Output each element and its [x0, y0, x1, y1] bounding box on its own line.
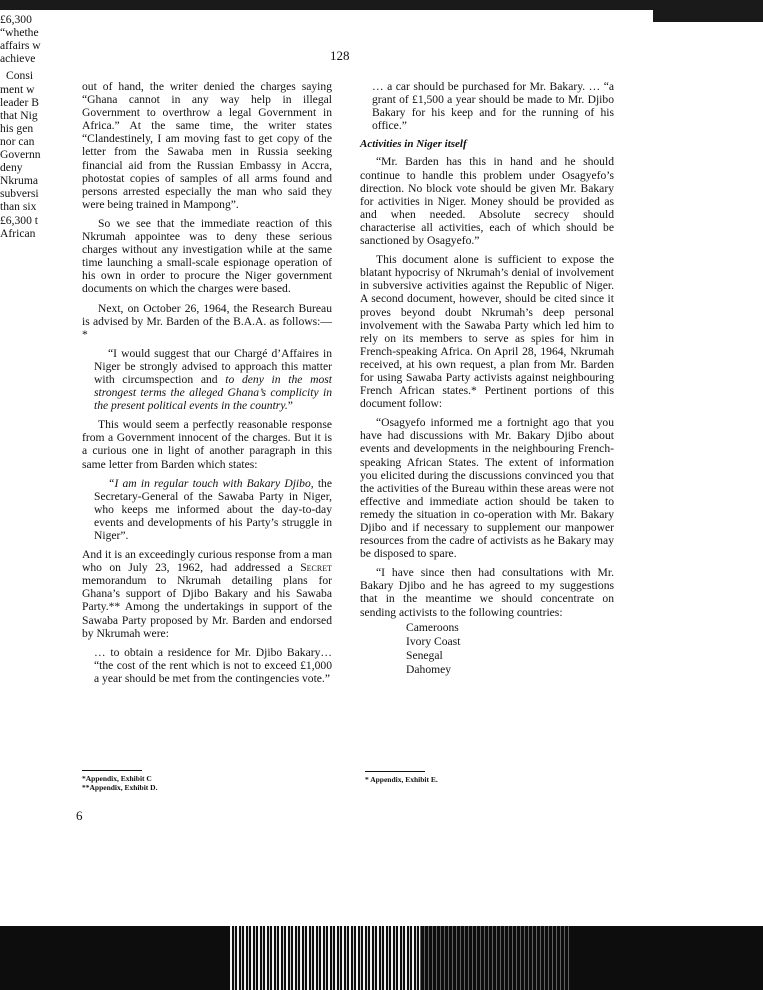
paragraph: out of hand, the writer denied the charges saying “Ghana cannot in any way help in illegal Government to overthrow a legal Government in Africa.” At the same time, the writer states “Clandestinely, I am moving fast to get copy of the letter from the Sawaba men in Russia seeking financial aid from the Russian Embassy in Accra, photostat copies of samples of all arms found and persons arrested especially the man who said they were being trained in Mampong”.	[82, 80, 332, 211]
line-fragment: deny	[0, 161, 23, 175]
middle-footnotes	[365, 771, 438, 784]
footnote: **Appendix, Exhibit D.	[82, 783, 158, 792]
paragraph: This document alone is sufficient to expose the blatant hypocrisy of Nkrumah’s denial of involvement in subversive activities against the Republic of Niger. A second document, however, should be cited since it proves beyond doubt Nkrumah’s deep personal involvement with the Sawaba Party which led him to rely on its members to serve as spies for him in French-speaking Africa. On April 28, 1964, Nkrumah received, at his own request, a plan from Mr. Barden for using Sawaba Party activists against neighbouring French African states.* Pertinent portions of this document follow:	[360, 253, 614, 411]
line-fragment: African	[0, 226, 36, 240]
line-fragment: subversi	[0, 187, 39, 201]
line-fragment: that Nig	[0, 108, 38, 122]
paragraph: This would seem a perfectly reasonable response from a Government innocent of the charges. But it is a curious one in light of another paragraph in this same letter from Barden which states:	[82, 418, 332, 471]
block-quote	[94, 347, 332, 412]
line-fragment: Nkruma	[0, 174, 38, 188]
footnote-rule	[82, 770, 142, 771]
line-fragment: Consi	[6, 69, 34, 83]
paragraph: So we see that the immediate reaction of this Nkrumah appointee was to deny these serious charges without any investigation while at the same time launching a small-scale espionage operation of his own in order to procure the Niger government documents on which the charges were based.	[82, 216, 332, 296]
block-quote: … to obtain a residence for Mr. Djibo Bakary… “the cost of the rent which is not to exceed £1,000 a year should be met from the contingencies vote.”	[94, 645, 332, 685]
secret-label: Secret	[300, 561, 332, 575]
paragraph-text: And it is an exceedingly curious response from a man who on July 23, 1962, had addressed a	[82, 548, 332, 575]
left-column	[82, 80, 332, 691]
paragraph: “Mr. Barden has this in hand and he should continue to handle this problem under Osagyefo’s direction. No block vote should be given Mr. Bakary for activities in Niger. Money should be provided as and when needed. Absolute secrecy should characterise all activities, each of which should be sanctioned by Osagyefo.”	[360, 155, 614, 248]
line-fragment: “whethe	[0, 26, 39, 40]
quote-italic-text: “I am in regular touch with Bakary Djibo,	[108, 476, 314, 490]
line-fragment: £6,300 t	[0, 213, 39, 227]
scan-artifact	[230, 926, 420, 990]
scan-top-right-edge	[653, 0, 763, 22]
scan-artifact	[420, 926, 570, 990]
quote-end: ”	[287, 399, 293, 413]
list-item: Ivory Coast	[406, 634, 461, 648]
bottom-page-mark: 6	[76, 808, 83, 823]
line-fragment: £6,300	[0, 13, 32, 27]
line-fragment: leader B	[0, 95, 39, 109]
line-fragment: Governn	[0, 148, 41, 162]
line-fragment: his gen	[0, 121, 34, 135]
paragraph-text: memorandum to Nkrumah detailing plans for Ghana’s support of Djibo Bakary and his Sawaba Party.** Among the undertakings in support of the Sawaba Party proposed by Mr. Barden and endorsed by Nkrumah were:	[82, 574, 332, 640]
line-fragment: than six	[0, 200, 37, 214]
line-fragment: achieve	[0, 52, 36, 66]
footnote: *Appendix, Exhibit C	[82, 774, 152, 783]
country-list	[406, 621, 614, 677]
paragraph: “I have since then had consultations with Mr. Bakary Djibo and he has agreed to my suggestions that in the meantime we should concentrate on sending activists to the following countries:	[360, 566, 614, 619]
quote-text: “I would suggest that our Chargé d’Affaires in Niger be strongly advised to approach this matter with circumspection and	[94, 346, 332, 386]
section-heading: Activities in Niger itself	[360, 138, 467, 151]
middle-column	[360, 80, 614, 677]
paragraph: “Osagyefo informed me a fortnight ago that you have had discussions with Mr. Bakary Djibo about events and developments in the neighbouring French-speaking African States. The extent of information you elicited during the discussions convinced you that the activities of the Bureau within these areas were not effective and immediate action should be taken to remedy the situation in co-operation with Mr. Bakary Djibo and if necessary to supplement our manpower resources from the cadre of activists as he Bakary may be disposed to spare.	[360, 416, 615, 561]
list-item: Senegal	[406, 648, 443, 662]
footnote-rule	[365, 771, 425, 772]
paragraph: Next, on October 26, 1964, the Research Bureau is advised by Mr. Barden of the B.A.A. as follows:—*	[82, 301, 332, 341]
footnote: * Appendix, Exhibit E.	[365, 775, 438, 784]
line-fragment: nor can	[0, 134, 35, 148]
list-item: Cameroons	[406, 620, 459, 634]
line-fragment: ment w	[0, 82, 35, 96]
list-item: Dahomey	[406, 662, 452, 676]
block-quote: … a car should be purchased for Mr. Bakary. … “a grant of £1,500 a year should be made to Mr. Djibo Bakary for his keep and for the running of his office.”	[372, 80, 614, 133]
block-quote	[94, 477, 332, 542]
quote-text: the Secretary-General of the Sawaba Party in Niger, who keeps me informed about the day-to-day events and developments of his Party’s struggle in Niger”.	[94, 476, 333, 542]
line-fragment: affairs w	[0, 39, 41, 53]
scan-top-edge	[0, 0, 763, 10]
scan-bottom-edge	[0, 926, 763, 990]
page-number: 128	[330, 48, 350, 63]
left-footnotes	[82, 770, 157, 792]
paragraph	[82, 548, 332, 640]
quote-italic-text: to deny in the most strongest terms the alleged Ghana’s complicity in the present political events in the country.	[94, 372, 332, 413]
